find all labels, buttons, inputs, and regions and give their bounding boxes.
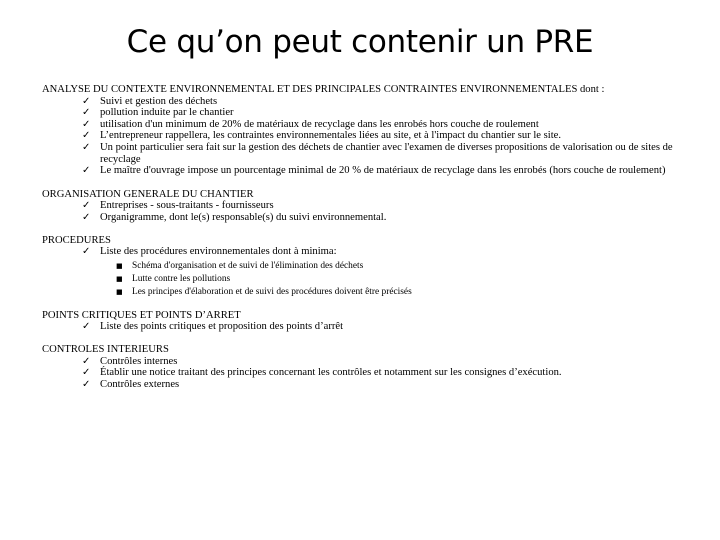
- section-heading: POINTS CRITIQUES ET POINTS D’ARRET: [42, 309, 241, 321]
- sub-list-item-text: Lutte contre les pollutions: [132, 273, 231, 284]
- list-item: [42, 212, 682, 224]
- check-icon: ✓: [82, 246, 91, 258]
- list-item: [42, 130, 682, 142]
- check-icon: ✓: [82, 141, 91, 153]
- section-heading: ANALYSE DU CONTEXTE ENVIRONNEMENTAL ET DES PRINCIPALES CONTRAINTES ENVIRONNEMENTALES dont :: [42, 84, 605, 95]
- check-icon: ✓: [82, 211, 91, 223]
- list-item: [42, 246, 682, 258]
- check-icon: ✓: [82, 367, 91, 379]
- list-item-text: Établir une notice traitant des principes concernant les contrôles et notamment sur les consignes d’exécution.: [100, 367, 562, 379]
- list-item-text: Contrôles externes: [100, 378, 180, 390]
- section-heading: ORGANISATION GENERALE DU CHANTIER: [42, 188, 254, 200]
- check-icon: ✓: [82, 107, 91, 119]
- slide-content: [42, 84, 682, 401]
- check-list: [42, 200, 682, 223]
- list-item-text: Un point particulier sera fait sur la gestion des déchets de chantier avec l'examen de diverses propositions de valorisation ou de sites de recyclage: [100, 141, 673, 165]
- check-icon: ✓: [82, 165, 91, 177]
- list-item-text: L’entrepreneur rappellera, les contraintes environnementales liées au site, et à l'impact du chantier sur le site.: [100, 130, 561, 142]
- section-controles-interieurs: [42, 344, 682, 390]
- sub-list-item: [42, 260, 682, 273]
- list-item-text: Suivi et gestion des déchets: [100, 95, 218, 107]
- check-icon: ✓: [82, 118, 91, 130]
- square-bullet-icon: ■: [116, 261, 123, 270]
- list-item-text: Liste des points critiques et proposition des points d’arrêt: [100, 321, 344, 333]
- list-item: [42, 107, 682, 119]
- list-item: [42, 367, 682, 379]
- list-item: [42, 321, 682, 333]
- list-item: [42, 379, 682, 391]
- slide-title: Ce qu’on peut contenir un PRE: [126, 24, 594, 60]
- sub-list-item: [42, 286, 682, 299]
- sub-list-item-text: Schéma d'organisation et de suivi de l'élimination des déchets: [132, 260, 364, 271]
- section-procedures: [42, 235, 682, 299]
- check-list: [42, 96, 682, 177]
- list-item: [42, 96, 682, 108]
- list-item: [42, 165, 682, 177]
- check-icon: ✓: [82, 130, 91, 142]
- list-item-text: Le maître d'ouvrage impose un pourcentage minimal de 20 % de matériaux de recyclage dans les enrobés (hors couche de roulement): [100, 165, 666, 177]
- sub-list-item: [42, 273, 682, 286]
- check-icon: ✓: [82, 200, 91, 212]
- sub-list-item-text: Les principes d'élaboration et de suivi des procédures doivent être précisés: [132, 286, 412, 297]
- list-item-text: Contrôles internes: [100, 355, 178, 367]
- check-list: [42, 246, 682, 258]
- sub-list: [42, 260, 682, 299]
- section-organisation: [42, 189, 682, 224]
- list-item-text: utilisation d'un minimum de 20% de matériaux de recyclage dans les enrobés hors couche de roulement: [100, 118, 539, 130]
- list-item-text: Organigramme, dont le(s) responsable(s) du suivi environnemental.: [100, 211, 387, 223]
- section-heading: PROCEDURES: [42, 234, 111, 246]
- list-item-text: Liste des procédures environnementales dont à minima:: [100, 246, 337, 258]
- check-list: [42, 321, 682, 333]
- section-points-critiques: [42, 310, 682, 333]
- list-item: [42, 142, 682, 165]
- list-item: [42, 200, 682, 212]
- square-bullet-icon: ■: [116, 287, 123, 296]
- check-icon: ✓: [82, 355, 91, 367]
- list-item-text: pollution induite par le chantier: [100, 107, 234, 119]
- check-icon: ✓: [82, 95, 91, 107]
- list-item: [42, 356, 682, 368]
- list-item: [42, 119, 682, 131]
- section-heading: CONTROLES INTERIEURS: [42, 343, 169, 355]
- check-icon: ✓: [82, 321, 91, 333]
- check-icon: ✓: [82, 378, 91, 390]
- square-bullet-icon: ■: [116, 274, 123, 283]
- check-list: [42, 356, 682, 391]
- section-analyse-contexte: [42, 84, 682, 177]
- list-item-text: Entreprises - sous-traitants - fournisseurs: [100, 200, 274, 212]
